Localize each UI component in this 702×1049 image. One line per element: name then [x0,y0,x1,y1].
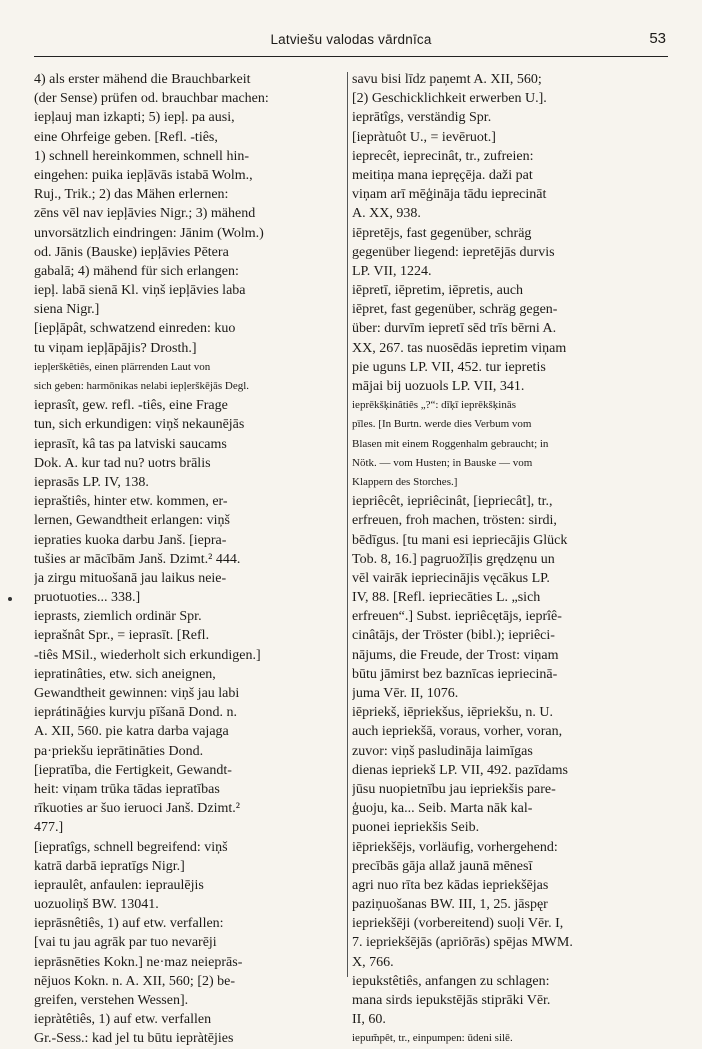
text-line: tušies ar mācībām Janš. Dzimt.² 444. [34,551,241,567]
text-line: nējuos Kokn. n. A. XII, 560; [2) be- [34,973,236,989]
text-line: Dok. A. kur tad nu? uotrs brālis [34,455,211,471]
text-line: 4) als erster mähend die Brauchbarkeit [34,72,251,87]
text-line: XX, 267. tas nuosēdās iepretim viņam [352,340,567,356]
text-line: eingehen: puika iepļāvās istabā Wolm., [34,167,253,183]
text-line: eine Ohrfeige geben. [Refl. -tiês, [34,129,218,145]
text-line: precībās gāja allaž jaunā mēnesī [352,858,533,874]
text-line: mājai bij uozuols LP. VII, 341. [352,379,525,394]
text-line: agri nuo rīta bez kādas iepriekšējas [352,877,549,893]
text-line: iepļ. labā sienā Kl. viņš iepļāvies laba [34,283,246,299]
text-line: iepukstêtiês, anfangen zu schlagen: [352,973,550,989]
text-line: vēl vairāk iepriecinājis vęcākus LP. [352,570,550,586]
text-line: paziņuošanas BW. III, 1, 25. jāspęr [352,897,548,913]
page-number: 53 [649,30,666,47]
text-line: nājums, die Freude, der Trost: viņam [352,647,559,663]
running-header [34,30,668,57]
text-line: iēpretī, iēpretim, iēpretis, auch [352,283,524,299]
text-line: 477.] [34,820,64,836]
text-line: pruotuoties... 338.] [34,590,141,606]
text-line: ieprātîgs, verständig Spr. [352,110,492,126]
text-line: (der Sense) prüfen od. brauchbar machen: [34,91,269,107]
text-line: erfreuen, froh machen, trösten: sirdi, [352,513,557,529]
text-line: ieprasts, ziemlich ordinär Spr. [34,609,202,625]
text-line: lernen, Gewandtheit erlangen: viņš [34,513,230,529]
text-line: Nötk. — vom Husten; in Bauske — vom [352,456,533,469]
text-line: būtu jāmirst bez baznīcas iepriecinā- [352,666,558,682]
text-line: [iepràtuôt U., = ievēruot.] [352,129,496,145]
text-line: Tob. 8, 16.] pagruožīļis grędzęnu un [352,551,555,567]
text-line: ieprāsnêtiês, 1) auf etw. verfallen: [34,916,224,932]
text-line: [iepļāpât, schwatzend einreden: kuo [34,321,236,337]
text-line: iepratinâties, etw. sich aneignen, [34,666,216,682]
text-line: ieprasās LP. IV, 138. [34,474,149,490]
running-title: Latviešu valodas vārdnīca [270,32,432,47]
text-line: Klappern des Storches.] [352,475,458,488]
text-line: iēpriekš, iēpriekšus, iēpriekšu, n. U. [352,705,554,721]
text-line: ieprāsnēties Kokn.] ne·maz neieprās- [34,954,243,970]
text-line: X, 766. [352,954,394,970]
text-line: greifen, verstehen Wessen]. [34,993,189,1008]
text-line: tun, sich erkundigen: viņš nekaunējās [34,417,245,433]
text-line: od. Jānis (Bauske) iepļāvies Pētera [34,244,229,260]
left-column [34,70,342,1049]
text-line: zuvor: viņš pasludināja laimīgas [352,743,533,759]
text-line: ieprátināģies kurvju pīšanā Dond. n. [34,705,237,721]
text-line: unvorsätzlich eindringen: Jānim (Wolm.) [34,225,264,241]
text-line: ja zirgu mituošanā jau laikus neie- [34,570,227,586]
text-line: gegenüber liegend: iepretējās durvis [352,244,555,260]
text-line: zēns vēl nav iepļāvies Nigr.; 3) mähend [34,206,256,222]
text-line: 7. iepriekšējās (apriōrās) spējas MWM. [352,935,573,951]
text-line: iepriekšēji (vorbereitend) suoļi Vēr. I, [352,916,564,932]
text-line: jūsu nuopietnību jau iepriekšis pare- [352,781,556,797]
text-line: über: durvīm iepretī sēd trīs bērni A. [352,321,557,337]
text-line: iepraulêt, anfaulen: iepraulējis [34,877,204,893]
text-line: tu viņam iepļāpājis? Drosth.] [34,340,197,356]
text-line: iepriêcêt, iepriêcinât, [iepriecât], tr., [352,494,553,510]
text-line: [vai tu jau agrāk par tuo nevarēji [34,935,217,951]
margin-mark [8,597,12,601]
text-line: LP. VII, 1224. [352,263,432,279]
text-line: iēpriekšējs, vorläufig, vorhergehend: [352,839,558,855]
text-line: ģuoju, ka... Seib. Marta nāk kal- [352,801,533,817]
right-column [352,70,660,1049]
text-line: mana sirds iepukstējās stiprāki Vēr. [352,993,551,1008]
text-line: [2) Geschicklichkeit erwerben U.]. [352,91,547,107]
text-line: juma Vēr. II, 1076. [352,686,459,701]
text-line: iēpret, fast gegenüber, schräg gegen- [352,302,558,318]
dictionary-columns [34,70,668,1047]
text-line: rīkuoties ar šuo ieruoci Janš. Dzimt.² [34,801,240,817]
text-line: savu bisi līdz paņemt A. XII, 560; [352,72,542,87]
text-line: bēdīgus. [tu mani esi iepriecājis Glück [352,532,568,548]
text-line: erfreuen“.] Subst. iepriêcętājs, ieprîê- [352,609,562,625]
text-line: A. XX, 938. [352,206,421,222]
text-line: Blasen mit einem Roggenhalm gebraucht; in [352,437,549,450]
text-line: ieprēkšķinâtiês „?“: dīķī ieprēkšķinās [352,399,517,412]
text-line: pa·priekšu ieprātināties Dond. [34,743,204,759]
text-line: siena Nigr.] [34,302,100,318]
text-line: sich geben: harmōnikas nelabi iepļerškējās Degl. [34,380,250,392]
text-line: auch iepriekšā, voraus, vorher, voran, [352,724,563,740]
text-line: iepum̃pêt, tr., einpumpen: ūdeni silē. [352,1032,513,1045]
text-line: iēpretējs, fast gegenüber, schräg [352,225,532,241]
text-line: pīles. [In Burtn. werde dies Verbum vom [352,418,532,431]
text-line: dienas iepriekš LP. VII, 492. pazīdams [352,762,568,778]
text-line: meitiņa mana iepręçēja. daži pat [352,167,533,183]
text-line: uozuoliņš BW. 13041. [34,897,159,913]
text-line: iepraštiês, hinter etw. kommen, er- [34,494,228,510]
text-line: Gewandtheit gewinnen: viņš jau labi [34,686,240,701]
text-line: A. XII, 560. pie katra darba vajaga [34,724,229,740]
text-line: pie uguns LP. VII, 452. tur iepretis [352,359,546,375]
column-divider [347,72,348,977]
text-line: katrā darbā ieprаtīgs Nigr.] [34,858,185,874]
text-line: puonei iepriekšis Seib. [352,820,480,836]
text-line: iepļauj man izkapti; 5) iepļ. pa ausi, [34,110,235,126]
text-line: II, 60. [352,1012,386,1028]
text-line: iepļerškêtiês, einen plärrenden Laut von [34,360,211,373]
text-line: Gr.-Sess.: kad jel tu būtu iepràtējies [34,1031,234,1047]
text-line: IV, 88. [Refl. iepriecāties L. „sich [352,590,541,606]
text-line: viņam arī mēģināja tādu ieprecināt [352,187,547,203]
text-line: 1) schnell hereinkommen, schnell hin- [34,148,249,164]
text-line: [iepratîgs, schnell begreifend: viņš [34,839,228,855]
text-line: iepràtêtiês, 1) auf etw. verfallen [34,1012,212,1028]
text-line: iepraties kuoka darbu Janš. [iepra- [34,532,227,548]
text-line: ieprasît, gew. refl. -tiês, eine Frage [34,398,228,414]
text-line: [iepratība, die Fertigkeit, Gewandt- [34,762,232,778]
text-line: cinâtājs, der Tröster (bibl.); iepriêci- [352,628,555,644]
text-line: heit: viņam trūka tādas iepratības [34,781,220,797]
text-line: Ruj., Trik.; 2) das Mähen erlernen: [34,187,229,203]
text-line: ieprašnât Spr., = ieprasīt. [Refl. [34,628,210,644]
text-line: gabalā; 4) mähend für sich erlangen: [34,263,239,279]
text-line: -tiês MSil., wiederholt sich erkundigen.] [34,647,261,663]
text-line: ieprasīt, kâ tas pa latviski saucams [34,436,227,452]
text-line: ieprecêt, ieprecinât, tr., zufreien: [352,148,534,164]
